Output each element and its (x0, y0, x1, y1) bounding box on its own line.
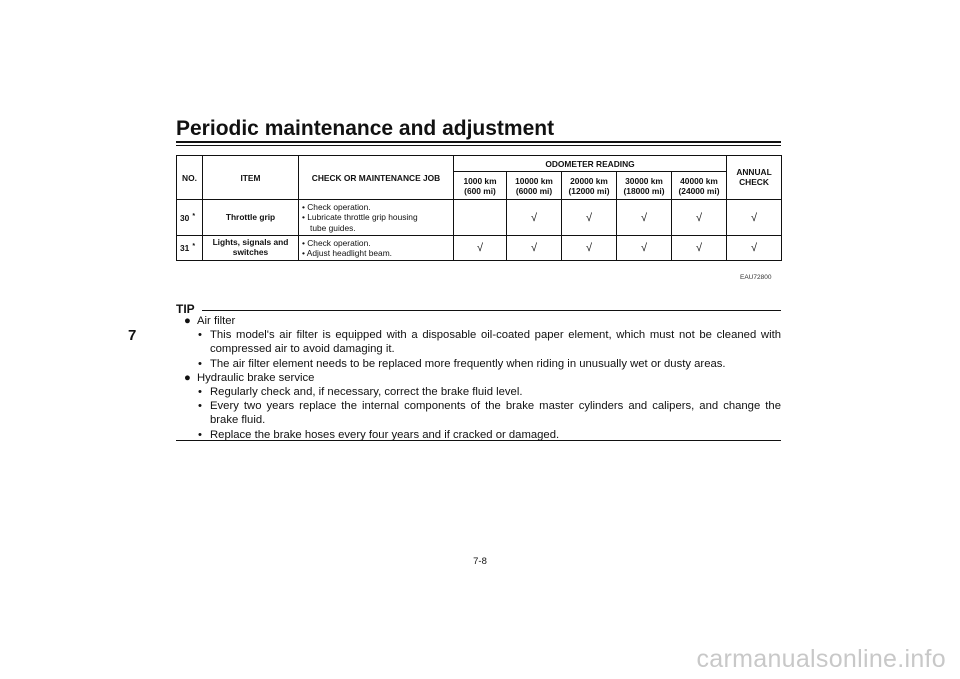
row-number: 31 * (177, 236, 203, 261)
header-job: CHECK OR MAINTENANCE JOB (299, 156, 454, 200)
check-cell: √ (617, 236, 672, 261)
header-interval: 1000 km (600 mi) (454, 172, 507, 200)
row-job: • Check operation. • Adjust headlight beam. (299, 236, 454, 261)
bullet-icon: • (198, 357, 202, 370)
row-number: 30 * (177, 200, 203, 236)
check-cell: √ (562, 236, 617, 261)
header-no: NO. (177, 156, 203, 200)
tip-top-rule (202, 310, 781, 311)
header-odometer: ODOMETER READING (454, 156, 727, 172)
check-cell: √ (454, 236, 507, 261)
header-interval: 30000 km (18000 mi) (617, 172, 672, 200)
tip-item: • Every two years replace the internal components of the brake master cylinders and calipers, and change the brake fluid. (198, 400, 781, 427)
maintenance-table (176, 155, 782, 261)
check-cell: √ (617, 200, 672, 236)
bullet-icon: ● (184, 371, 191, 384)
row-item: Throttle grip (203, 200, 299, 236)
check-cell: √ (507, 236, 562, 261)
check-cell (454, 200, 507, 236)
title-rule (176, 141, 781, 143)
tip-item: • Replace the brake hoses every four years and if cracked or damaged. (198, 428, 560, 441)
check-cell: √ (507, 200, 562, 236)
table-row (177, 236, 782, 261)
header-interval: 20000 km (12000 mi) (562, 172, 617, 200)
header-interval: 40000 km (24000 mi) (672, 172, 727, 200)
check-cell: √ (672, 236, 727, 261)
tip-label: TIP (176, 302, 195, 316)
table-row (177, 200, 782, 236)
header-item: ITEM (203, 156, 299, 200)
row-job: • Check operation. • Lubricate throttle grip housing tube guides. (299, 200, 454, 236)
row-item: Lights, signals and switches (203, 236, 299, 261)
bullet-icon: • (198, 386, 202, 399)
tip-item: • This model's air filter is equipped with a disposable oil-coated paper element, which must not be cleaned with compressed air to avoid damaging it. (198, 329, 781, 356)
tip-item: • Regularly check and, if necessary, correct the brake fluid level. (198, 386, 523, 399)
page-title: Periodic maintenance and adjustment (176, 117, 555, 140)
tip-body (184, 314, 781, 442)
title-rule-thin (176, 145, 781, 146)
tip-item: • The air filter element needs to be replaced more frequently when riding in unusually wet or dusty areas. (198, 357, 726, 370)
watermark: carmanualsonline.info (696, 645, 946, 673)
tip-bottom-rule (176, 440, 781, 441)
header-annual (727, 156, 782, 200)
page-number: 7-8 (473, 556, 487, 567)
header-interval: 10000 km (6000 mi) (507, 172, 562, 200)
chapter-tab: 7 (128, 327, 137, 344)
check-cell: √ (727, 236, 782, 261)
document-code: EAU72800 (740, 274, 772, 281)
check-cell: √ (727, 200, 782, 236)
tip-section: ● Air filter (184, 315, 236, 327)
check-cell: √ (672, 200, 727, 236)
bullet-icon: • (198, 400, 202, 413)
header-annual-label: ANNUAL CHECK (736, 166, 772, 187)
bullet-icon: • (198, 329, 202, 342)
tip-section: ● Hydraulic brake service (184, 371, 315, 384)
bullet-icon: • (198, 428, 202, 441)
bullet-icon: ● (184, 315, 191, 327)
check-cell: √ (562, 200, 617, 236)
